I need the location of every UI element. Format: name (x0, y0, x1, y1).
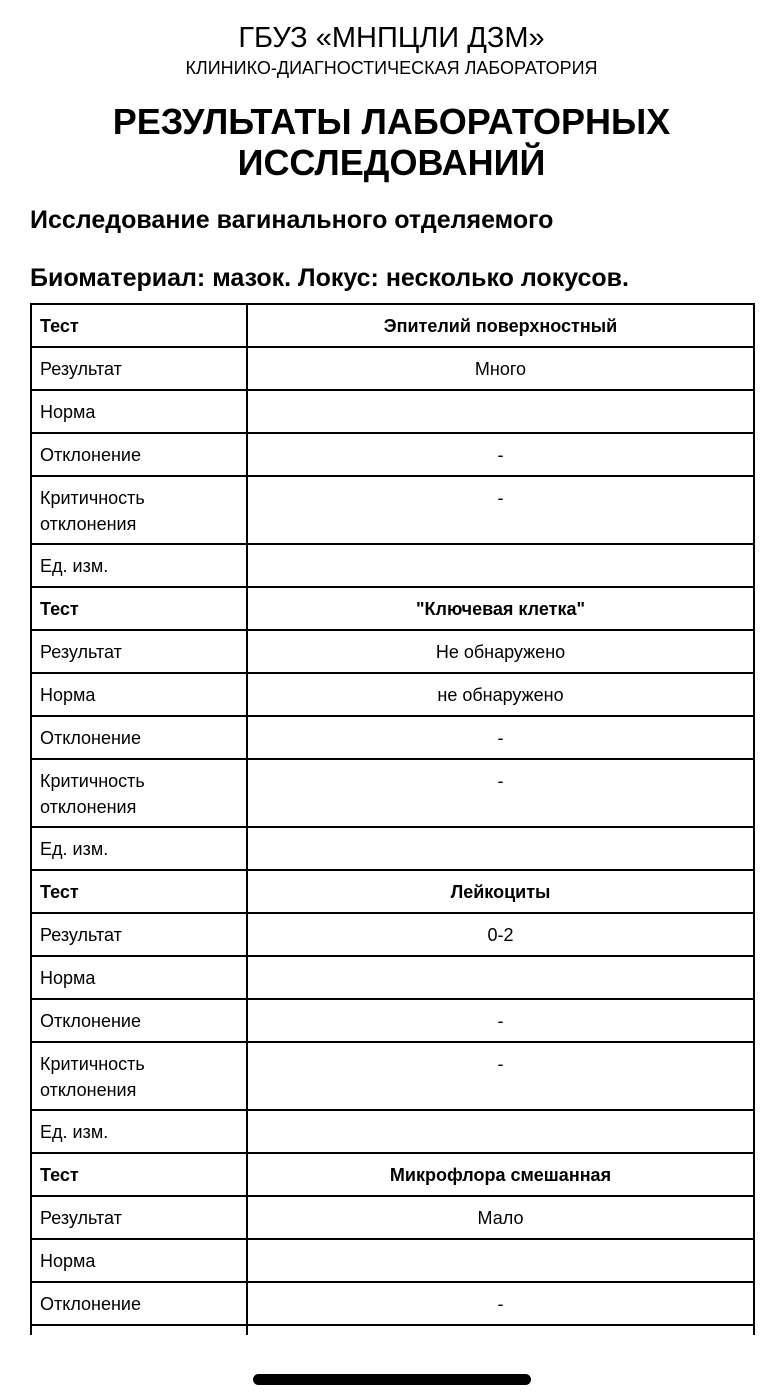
truncated-cell (31, 1325, 247, 1335)
unit-row (31, 544, 754, 587)
deviation-value: - (247, 433, 754, 476)
test-label: Тест (31, 1153, 247, 1196)
test-header-row (31, 870, 754, 913)
norm-label: Норма (31, 673, 247, 716)
result-label: Результат (31, 913, 247, 956)
organization-name: ГБУЗ «МНПЦЛИ ДЗМ» (238, 22, 545, 54)
deviation-row (31, 999, 754, 1042)
test-header-row (31, 587, 754, 630)
result-row (31, 1196, 754, 1239)
deviation-value: - (247, 999, 754, 1042)
unit-row (31, 827, 754, 870)
result-label: Результат (31, 630, 247, 673)
test-name: Эпителий поверхностный (247, 304, 754, 347)
laboratory-name: КЛИНИКО-ДИАГНОСТИЧЕСКАЯ ЛАБОРАТОРИЯ (185, 58, 598, 78)
test-header-row (31, 304, 754, 347)
deviation-row (31, 716, 754, 759)
criticality-label: Критичность отклонения (31, 1042, 247, 1110)
deviation-label: Отклонение (31, 1282, 247, 1325)
result-value: Много (247, 347, 754, 390)
norm-value (247, 956, 754, 999)
norm-label: Норма (31, 390, 247, 433)
result-value: Не обнаружено (247, 630, 754, 673)
test-name: Лейкоциты (247, 870, 754, 913)
deviation-row (31, 1282, 754, 1325)
norm-row (31, 956, 754, 999)
test-label: Тест (31, 587, 247, 630)
result-row (31, 630, 754, 673)
home-indicator[interactable] (253, 1374, 531, 1385)
norm-label: Норма (31, 1239, 247, 1282)
unit-label: Ед. изм. (31, 544, 247, 587)
norm-row (31, 1239, 754, 1282)
criticality-label: Критичность отклонения (31, 759, 247, 827)
criticality-value: - (247, 1042, 754, 1110)
unit-row (31, 1110, 754, 1153)
truncated-cell (247, 1325, 754, 1335)
unit-value (247, 1110, 754, 1153)
test-label: Тест (31, 870, 247, 913)
test-header-row (31, 1153, 754, 1196)
norm-value (247, 390, 754, 433)
test-name: "Ключевая клетка" (247, 587, 754, 630)
unit-value (247, 827, 754, 870)
criticality-row (31, 476, 754, 544)
unit-value (247, 544, 754, 587)
document-title: РЕЗУЛЬТАТЫ ЛАБОРАТОРНЫХ ИССЛЕДОВАНИЙ (112, 101, 671, 183)
result-value: 0-2 (247, 913, 754, 956)
results-table (30, 303, 755, 1335)
norm-row (31, 673, 754, 716)
unit-label: Ед. изм. (31, 827, 247, 870)
criticality-value: - (247, 759, 754, 827)
criticality-row (31, 759, 754, 827)
truncated-row (31, 1325, 754, 1335)
norm-label: Норма (31, 956, 247, 999)
result-value: Мало (247, 1196, 754, 1239)
biomaterial-line: Биоматериал: мазок. Локус: несколько локусов. (30, 264, 629, 292)
norm-value (247, 1239, 754, 1282)
norm-value: не обнаружено (247, 673, 754, 716)
deviation-value: - (247, 716, 754, 759)
result-label: Результат (31, 347, 247, 390)
study-title: Исследование вагинального отделяемого (30, 206, 554, 234)
criticality-row (31, 1042, 754, 1110)
result-row (31, 913, 754, 956)
result-row (31, 347, 754, 390)
test-name: Микрофлора смешанная (247, 1153, 754, 1196)
result-label: Результат (31, 1196, 247, 1239)
unit-label: Ед. изм. (31, 1110, 247, 1153)
test-label: Тест (31, 304, 247, 347)
deviation-row (31, 433, 754, 476)
criticality-value: - (247, 476, 754, 544)
deviation-label: Отклонение (31, 433, 247, 476)
norm-row (31, 390, 754, 433)
criticality-label: Критичность отклонения (31, 476, 247, 544)
deviation-label: Отклонение (31, 999, 247, 1042)
deviation-value: - (247, 1282, 754, 1325)
deviation-label: Отклонение (31, 716, 247, 759)
